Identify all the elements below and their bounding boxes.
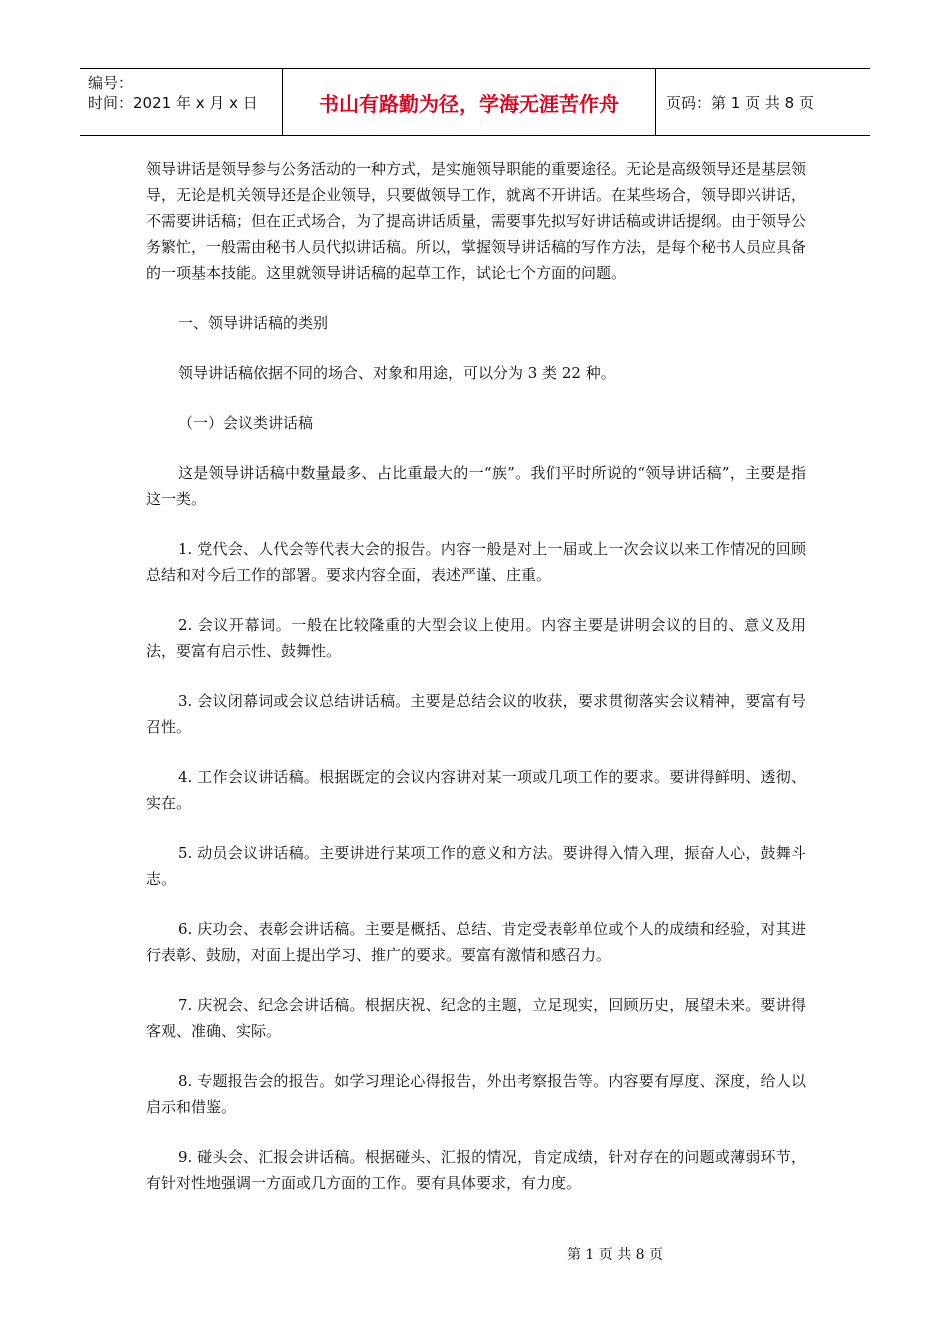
list-item: 8. 专题报告会的报告。如学习理论心得报告，外出考察报告等。内容要有厚度、深度，给人以启示和借鉴。 (146, 1072, 806, 1116)
number-label: 编号： (88, 74, 134, 92)
intro-paragraph: 领导讲话是领导参与公务活动的一种方式，是实施领导职能的重要途径。无论是高级领导还是基层领导，无论是机关领导还是企业领导，只要做领导工作，就离不开讲话。在某些场合，领导即兴讲话，不需要讲话稿；但在正式场合，为了提高讲话质量，需要事先拟写好讲话稿或讲话提纲。由于领导公务繁忙，一般需由秘书人员代拟讲话稿。所以，掌握领导讲话稿的写作方法，是每个秘书人员应具备的一项基本技能。这里就领导讲话稿的起草工作，试论七个方面的问题。 (146, 160, 807, 282)
date-label: 时间：2021 年 x 月 x 日 (88, 94, 258, 112)
list-item: 7. 庆祝会、纪念会讲话稿。根据庆祝、纪念的主题，立足现实，回顾历史，展望未来。要讲得客观、准确、实际。 (146, 996, 806, 1040)
list-item: 2. 会议开幕词。一般在比较隆重的大型会议上使用。内容主要是讲明会议的目的、意义及用法，要富有启示性、鼓舞性。 (146, 616, 806, 660)
page-header (80, 68, 870, 136)
header-page-info: 页码：第 1 页 共 8 页 (666, 93, 814, 112)
list-item: 5. 动员会议讲话稿。主要讲进行某项工作的意义和方法。要讲得入情入理，振奋人心，鼓舞斗志。 (146, 844, 806, 888)
section-heading: 一、领导讲话稿的类别 (178, 314, 329, 332)
header-motto-cell (282, 69, 656, 135)
header-meta (80, 69, 282, 135)
document-body (146, 156, 806, 1220)
subsection-heading: （一）会议类讲话稿 (178, 414, 314, 432)
header-motto: 书山有路勤为径，学海无涯苦作舟 (319, 91, 619, 116)
list-item: 9. 碰头会、汇报会讲话稿。根据碰头、汇报的情况，肯定成绩，针对存在的问题或薄弱环节，有针对性地强调一方面或几方面的工作。要有具体要求，有力度。 (146, 1148, 806, 1192)
list-item: 4. 工作会议讲话稿。根据既定的会议内容讲对某一项或几项工作的要求。要讲得鲜明、透彻、实在。 (146, 768, 806, 812)
list-item: 3. 会议闭幕词或会议总结讲话稿。主要是总结会议的收获，要求贯彻落实会议精神，要富有号召性。 (146, 692, 806, 736)
paragraph: 领导讲话稿依据不同的场合、对象和用途，可以分为 3 类 22 种。 (178, 364, 616, 382)
list-item: 1. 党代会、人代会等代表大会的报告。内容一般是对上一届或上一次会议以来工作情况的回顾总结和对今后工作的部署。要求内容全面，表述严谨、庄重。 (146, 540, 806, 584)
paragraph: 这是领导讲话稿中数量最多、占比重最大的一“族”。我们平时所说的“领导讲话稿”，主要是指这一类。 (146, 464, 806, 508)
list-item: 6. 庆功会、表彰会讲话稿。主要是概括、总结、肯定受表彰单位或个人的成绩和经验，对其进行表彰、鼓励，对面上提出学习、推广的要求。要富有激情和感召力。 (146, 920, 806, 964)
page-footer: 第 1 页 共 8 页 (566, 1247, 664, 1263)
